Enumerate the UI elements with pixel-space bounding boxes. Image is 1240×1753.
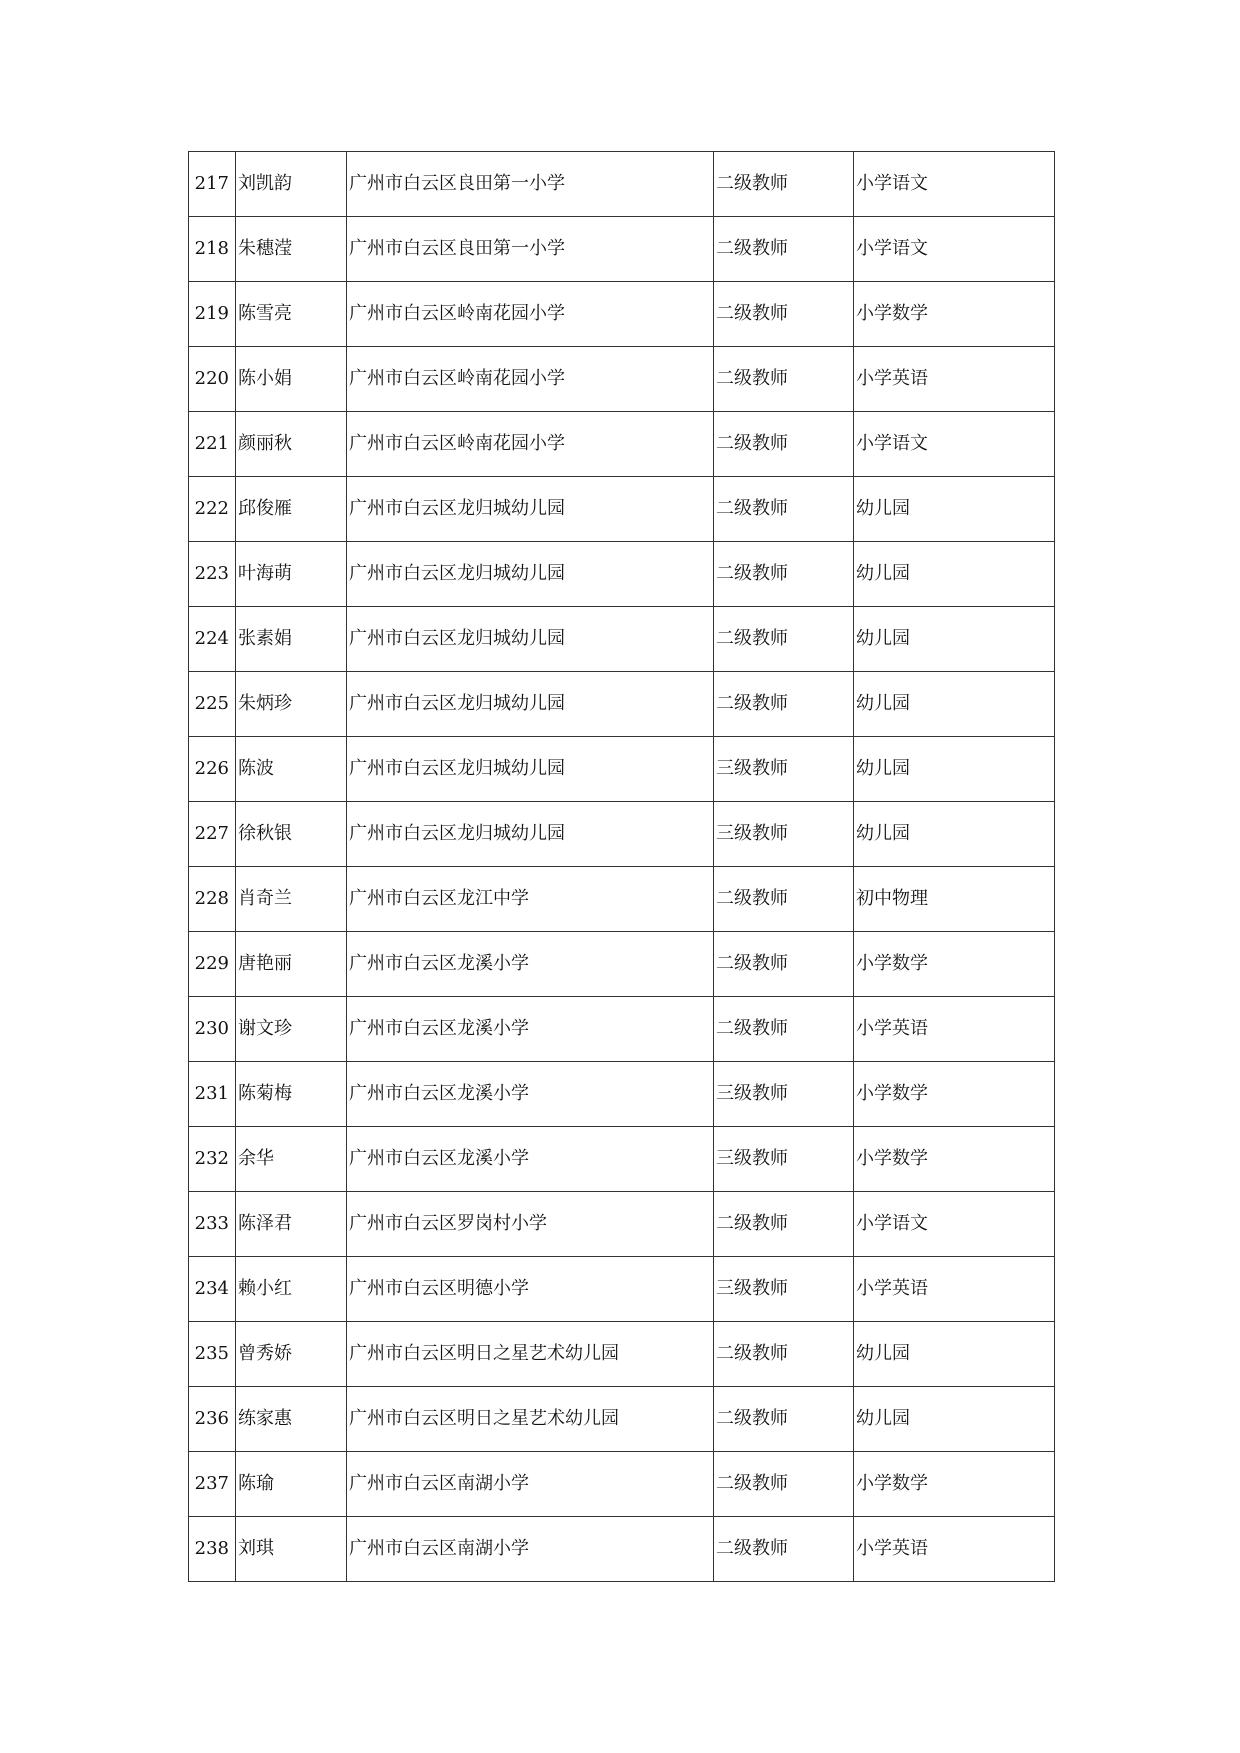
subject-cell: 小学语文 [854, 1192, 1055, 1257]
school-name-cell: 广州市白云区龙溪小学 [347, 997, 714, 1062]
table-row [189, 607, 1055, 672]
subject-cell: 小学英语 [854, 1517, 1055, 1582]
table-row [189, 932, 1055, 997]
teacher-rank-cell: 二级教师 [714, 1322, 854, 1387]
school-name-cell: 广州市白云区罗岗村小学 [347, 1192, 714, 1257]
teacher-rank-cell: 二级教师 [714, 347, 854, 412]
teacher-name-cell: 陈瑜 [236, 1452, 347, 1517]
subject-cell: 幼儿园 [854, 477, 1055, 542]
school-name-cell: 广州市白云区龙归城幼儿园 [347, 477, 714, 542]
roster-body [189, 152, 1055, 1582]
subject-cell: 小学语文 [854, 217, 1055, 282]
subject-cell: 幼儿园 [854, 1387, 1055, 1452]
table-row [189, 1387, 1055, 1452]
table-row [189, 802, 1055, 867]
school-name-cell: 广州市白云区良田第一小学 [347, 217, 714, 282]
row-number-cell: 230 [189, 997, 236, 1062]
row-number-cell: 221 [189, 412, 236, 477]
subject-cell: 小学数学 [854, 1062, 1055, 1127]
subject-cell: 小学语文 [854, 412, 1055, 477]
row-number-cell: 220 [189, 347, 236, 412]
table-row [189, 1127, 1055, 1192]
teacher-name-cell: 陈雪亮 [236, 282, 347, 347]
table-row [189, 1517, 1055, 1582]
teacher-name-cell: 陈波 [236, 737, 347, 802]
subject-cell: 小学数学 [854, 932, 1055, 997]
table-row [189, 412, 1055, 477]
school-name-cell: 广州市白云区龙归城幼儿园 [347, 802, 714, 867]
subject-cell: 幼儿园 [854, 607, 1055, 672]
school-name-cell: 广州市白云区龙归城幼儿园 [347, 607, 714, 672]
teacher-rank-cell: 二级教师 [714, 1452, 854, 1517]
row-number-cell: 228 [189, 867, 236, 932]
subject-cell: 小学语文 [854, 152, 1055, 217]
table-row [189, 867, 1055, 932]
teacher-rank-cell: 二级教师 [714, 867, 854, 932]
school-name-cell: 广州市白云区岭南花园小学 [347, 412, 714, 477]
teacher-name-cell: 余华 [236, 1127, 347, 1192]
table-row [189, 542, 1055, 607]
row-number-cell: 235 [189, 1322, 236, 1387]
table-row [189, 1062, 1055, 1127]
school-name-cell: 广州市白云区南湖小学 [347, 1517, 714, 1582]
subject-cell: 幼儿园 [854, 672, 1055, 737]
teacher-rank-cell: 三级教师 [714, 737, 854, 802]
subject-cell: 小学英语 [854, 347, 1055, 412]
teacher-name-cell: 练家惠 [236, 1387, 347, 1452]
row-number-cell: 236 [189, 1387, 236, 1452]
teacher-rank-cell: 三级教师 [714, 802, 854, 867]
row-number-cell: 223 [189, 542, 236, 607]
teacher-name-cell: 曾秀娇 [236, 1322, 347, 1387]
teacher-name-cell: 刘凯韵 [236, 152, 347, 217]
school-name-cell: 广州市白云区龙溪小学 [347, 1062, 714, 1127]
teacher-rank-cell: 二级教师 [714, 542, 854, 607]
school-name-cell: 广州市白云区明日之星艺术幼儿园 [347, 1322, 714, 1387]
teacher-name-cell: 邱俊雁 [236, 477, 347, 542]
teacher-name-cell: 谢文珍 [236, 997, 347, 1062]
teacher-rank-cell: 二级教师 [714, 932, 854, 997]
school-name-cell: 广州市白云区龙归城幼儿园 [347, 737, 714, 802]
teacher-name-cell: 朱炳珍 [236, 672, 347, 737]
table-row [189, 737, 1055, 802]
row-number-cell: 218 [189, 217, 236, 282]
subject-cell: 小学英语 [854, 1257, 1055, 1322]
teacher-name-cell: 陈菊梅 [236, 1062, 347, 1127]
row-number-cell: 233 [189, 1192, 236, 1257]
teacher-name-cell: 颜丽秋 [236, 412, 347, 477]
subject-cell: 幼儿园 [854, 542, 1055, 607]
row-number-cell: 217 [189, 152, 236, 217]
school-name-cell: 广州市白云区岭南花园小学 [347, 282, 714, 347]
school-name-cell: 广州市白云区良田第一小学 [347, 152, 714, 217]
teacher-rank-cell: 二级教师 [714, 412, 854, 477]
teacher-rank-cell: 三级教师 [714, 1062, 854, 1127]
teacher-rank-cell: 二级教师 [714, 672, 854, 737]
row-number-cell: 219 [189, 282, 236, 347]
teacher-name-cell: 陈泽君 [236, 1192, 347, 1257]
teacher-name-cell: 朱穗滢 [236, 217, 347, 282]
teacher-roster-table [188, 151, 1055, 1582]
teacher-name-cell: 刘琪 [236, 1517, 347, 1582]
row-number-cell: 237 [189, 1452, 236, 1517]
table-row [189, 672, 1055, 737]
teacher-rank-cell: 二级教师 [714, 1192, 854, 1257]
school-name-cell: 广州市白云区明日之星艺术幼儿园 [347, 1387, 714, 1452]
subject-cell: 小学数学 [854, 282, 1055, 347]
teacher-rank-cell: 二级教师 [714, 1387, 854, 1452]
subject-cell: 小学英语 [854, 997, 1055, 1062]
row-number-cell: 234 [189, 1257, 236, 1322]
table-row [189, 997, 1055, 1062]
school-name-cell: 广州市白云区龙溪小学 [347, 932, 714, 997]
table-row [189, 1257, 1055, 1322]
school-name-cell: 广州市白云区龙江中学 [347, 867, 714, 932]
table-row [189, 152, 1055, 217]
row-number-cell: 226 [189, 737, 236, 802]
teacher-name-cell: 徐秋银 [236, 802, 347, 867]
table-row [189, 477, 1055, 542]
subject-cell: 幼儿园 [854, 802, 1055, 867]
subject-cell: 小学数学 [854, 1127, 1055, 1192]
teacher-rank-cell: 二级教师 [714, 282, 854, 347]
teacher-rank-cell: 二级教师 [714, 997, 854, 1062]
teacher-rank-cell: 三级教师 [714, 1127, 854, 1192]
row-number-cell: 227 [189, 802, 236, 867]
subject-cell: 初中物理 [854, 867, 1055, 932]
teacher-name-cell: 叶海萌 [236, 542, 347, 607]
table-row [189, 1452, 1055, 1517]
teacher-rank-cell: 二级教师 [714, 217, 854, 282]
teacher-name-cell: 唐艳丽 [236, 932, 347, 997]
row-number-cell: 222 [189, 477, 236, 542]
school-name-cell: 广州市白云区龙溪小学 [347, 1127, 714, 1192]
subject-cell: 小学数学 [854, 1452, 1055, 1517]
table-row [189, 282, 1055, 347]
school-name-cell: 广州市白云区岭南花园小学 [347, 347, 714, 412]
table-row [189, 217, 1055, 282]
teacher-name-cell: 陈小娟 [236, 347, 347, 412]
teacher-rank-cell: 二级教师 [714, 1517, 854, 1582]
row-number-cell: 232 [189, 1127, 236, 1192]
table-row [189, 347, 1055, 412]
row-number-cell: 225 [189, 672, 236, 737]
teacher-rank-cell: 二级教师 [714, 607, 854, 672]
teacher-rank-cell: 二级教师 [714, 477, 854, 542]
subject-cell: 幼儿园 [854, 737, 1055, 802]
row-number-cell: 229 [189, 932, 236, 997]
row-number-cell: 231 [189, 1062, 236, 1127]
teacher-name-cell: 张素娟 [236, 607, 347, 672]
table-row [189, 1322, 1055, 1387]
school-name-cell: 广州市白云区龙归城幼儿园 [347, 672, 714, 737]
school-name-cell: 广州市白云区明德小学 [347, 1257, 714, 1322]
row-number-cell: 224 [189, 607, 236, 672]
school-name-cell: 广州市白云区龙归城幼儿园 [347, 542, 714, 607]
teacher-name-cell: 肖奇兰 [236, 867, 347, 932]
school-name-cell: 广州市白云区南湖小学 [347, 1452, 714, 1517]
table-row [189, 1192, 1055, 1257]
teacher-name-cell: 赖小红 [236, 1257, 347, 1322]
subject-cell: 幼儿园 [854, 1322, 1055, 1387]
teacher-rank-cell: 二级教师 [714, 152, 854, 217]
row-number-cell: 238 [189, 1517, 236, 1582]
teacher-rank-cell: 三级教师 [714, 1257, 854, 1322]
